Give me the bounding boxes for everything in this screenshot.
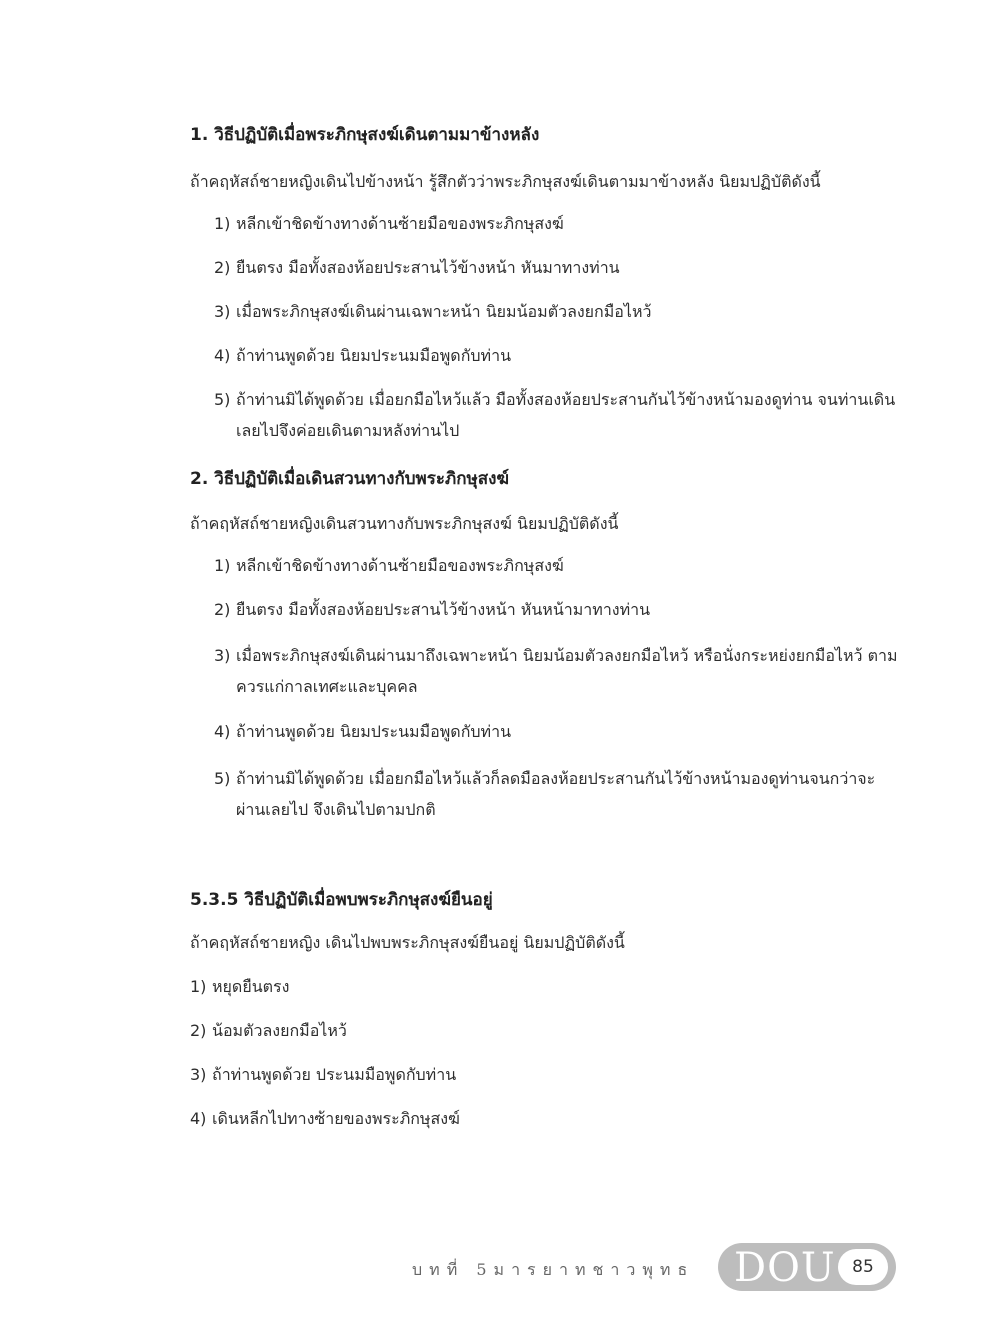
list-item [214, 384, 904, 446]
list-item [190, 1059, 890, 1090]
list-item-text: ถ้าท่านพูดด้วย นิยมประนมมือพูดกับท่าน [236, 346, 512, 365]
section-2-heading: 2. วิธีปฏิบัติเมื่อเดินสวนทางกับพระภิกษุสงฆ์ [190, 469, 510, 489]
list-item-number: 5) [214, 390, 231, 409]
list-item-number: 4) [214, 722, 231, 741]
list-item-number: 1) [190, 977, 207, 996]
list-item-text: หลีกเข้าชิดข้างทางด้านซ้ายมือของพระภิกษุสงฆ์ [236, 556, 564, 575]
list-item-text: หลีกเข้าชิดข้างทางด้านซ้ายมือของพระภิกษุสงฆ์ [236, 214, 564, 233]
list-item [214, 640, 904, 702]
dou-logo [718, 1243, 896, 1291]
list-item-text: ยืนตรง มือทั้งสองห้อยประสานไว้ข้างหน้า หันหน้ามาทางท่าน [236, 600, 651, 619]
list-item-text: ถ้าท่านพูดด้วย นิยมประนมมือพูดกับท่าน [236, 722, 512, 741]
list-item-text: ถ้าท่านพูดด้วย ประนมมือพูดกับท่าน [212, 1065, 457, 1084]
list-item [214, 716, 904, 747]
list-item [214, 208, 904, 239]
list-item-number: 3) [190, 1065, 207, 1084]
list-item [190, 1103, 890, 1134]
list-item-number: 5) [214, 769, 231, 788]
list-item-number: 1) [214, 214, 231, 233]
list-item-number: 4) [190, 1109, 207, 1128]
list-item [214, 763, 904, 825]
section-3-heading: 5.3.5 วิธีปฏิบัติเมื่อพบพระภิกษุสงฆ์ยืนอยู่ [190, 890, 493, 910]
list-item [214, 252, 904, 283]
list-item-text: เมื่อพระภิกษุสงฆ์เดินผ่านเฉพาะหน้า นิยมน้อมตัวลงยกมือไหว้ [236, 302, 652, 321]
list-item-text: เดินหลีกไปทางซ้ายของพระภิกษุสงฆ์ [212, 1109, 460, 1128]
list-item-number: 4) [214, 346, 231, 365]
list-item-number: 3) [214, 646, 231, 665]
list-item-text: เมื่อพระภิกษุสงฆ์เดินผ่านมาถึงเฉพาะหน้า นิยมน้อมตัวลงยกมือไหว้ หรือนั่งกระหย่งยกมือไหว้ ตามควรแก่กาลเทศะและบุคคล [236, 646, 898, 696]
section-3-intro: ถ้าคฤหัสถ์ชายหญิง เดินไปพบพระภิกษุสงฆ์ยืนอยู่ นิยมปฏิบัติดังนี้ [190, 933, 625, 952]
list-item [190, 1015, 890, 1046]
page-number: 85 [838, 1249, 888, 1285]
section-2-intro: ถ้าคฤหัสถ์ชายหญิงเดินสวนทางกับพระภิกษุสงฆ์ นิยมปฏิบัติดังนี้ [190, 514, 619, 533]
list-item-number: 2) [190, 1021, 207, 1040]
list-item-text: ถ้าท่านมิได้พูดด้วย เมื่อยกมือไหว้แล้ว มือทั้งสองห้อยประสานกันไว้ข้างหน้ามองดูท่าน จนท่านเดินเลยไปจึงค่อยเดินตามหลังท่านไป [236, 390, 896, 440]
list-item-number: 1) [214, 556, 231, 575]
section-1-intro: ถ้าคฤหัสถ์ชายหญิงเดินไปข้างหน้า รู้สึกตัวว่าพระภิกษุสงฆ์เดินตามมาข้างหลัง นิยมปฏิบัติดังนี้ [190, 172, 821, 191]
list-item-number: 2) [214, 258, 231, 277]
chapter-title: บทที่ 5มารยาทชาวพุทธ [412, 1260, 695, 1279]
list-item-text: น้อมตัวลงยกมือไหว้ [212, 1021, 347, 1040]
list-item-number: 2) [214, 600, 231, 619]
list-item [214, 594, 904, 625]
list-item-text: ยืนตรง มือทั้งสองห้อยประสานไว้ข้างหน้า หันมาทางท่าน [236, 258, 620, 277]
list-item-text: หยุดยืนตรง [212, 977, 290, 996]
list-item [214, 340, 904, 371]
list-item-number: 3) [214, 302, 231, 321]
logo-text: DOU [734, 1245, 836, 1291]
section-1-heading: 1. วิธีปฏิบัติเมื่อพระภิกษุสงฆ์เดินตามมาข้างหลัง [190, 125, 540, 145]
list-item [214, 296, 904, 327]
list-item [214, 550, 904, 581]
list-item [190, 971, 890, 1002]
list-item-text: ถ้าท่านมิได้พูดด้วย เมื่อยกมือไหว้แล้วก็ลดมือลงห้อยประสานกันไว้ข้างหน้ามองดูท่านจนกว่าจะผ่านเลยไป จึงเดินไปตามปกติ [236, 769, 876, 819]
